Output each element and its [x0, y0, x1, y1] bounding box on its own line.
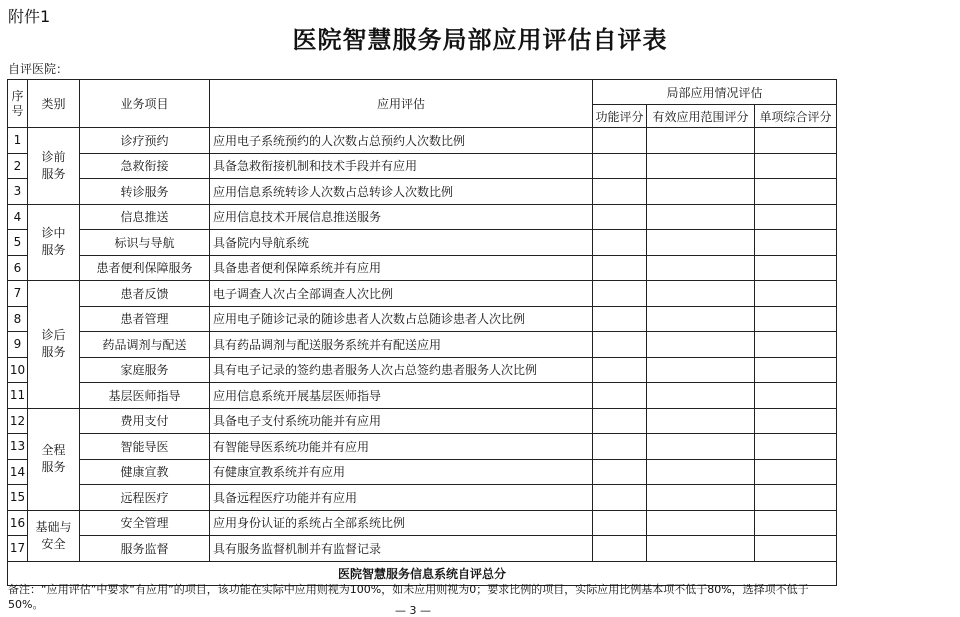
row-item: 患者管理 [80, 306, 210, 332]
row-idx: 7 [8, 281, 28, 307]
row-eval: 应用电子随诊记录的随诊患者人次数占总随诊患者人次比例 [210, 306, 593, 332]
scope-score-cell[interactable] [647, 230, 755, 256]
row-eval: 具备急救衔接机制和技术手段并有应用 [210, 153, 593, 179]
single-score-cell[interactable] [755, 281, 837, 307]
row-eval: 应用电子系统预约的人次数占总预约人次数比例 [210, 128, 593, 154]
category-base: 基础与安全 [28, 510, 80, 561]
row-item: 标识与导航 [80, 230, 210, 256]
row-item: 患者反馈 [80, 281, 210, 307]
row-eval: 应用身份认证的系统占全部系统比例 [210, 510, 593, 536]
hospital-label: 自评医院： [8, 62, 69, 76]
row-idx: 4 [8, 204, 28, 230]
row-item: 信息推送 [80, 204, 210, 230]
evaluation-table [7, 79, 837, 586]
func-score-cell[interactable] [593, 306, 647, 332]
row-idx: 15 [8, 485, 28, 511]
func-score-cell[interactable] [593, 536, 647, 562]
category-post: 诊后服务 [28, 281, 80, 409]
func-score-cell[interactable] [593, 510, 647, 536]
header-evaluation: 应用评估 [210, 80, 593, 128]
header-single-score: 单项综合评分 [755, 105, 837, 128]
scope-score-cell[interactable] [647, 383, 755, 409]
func-score-cell[interactable] [593, 383, 647, 409]
func-score-cell[interactable] [593, 408, 647, 434]
scope-score-cell[interactable] [647, 153, 755, 179]
header-group: 局部应用情况评估 [593, 80, 837, 105]
scope-score-cell[interactable] [647, 459, 755, 485]
single-score-cell[interactable] [755, 153, 837, 179]
total-score-row: 医院智慧服务信息系统自评总分 [8, 561, 837, 585]
single-score-cell[interactable] [755, 459, 837, 485]
row-eval: 电子调查人次占全部调查人次比例 [210, 281, 593, 307]
scope-score-cell[interactable] [647, 408, 755, 434]
single-score-cell[interactable] [755, 383, 837, 409]
func-score-cell[interactable] [593, 179, 647, 205]
scope-score-cell[interactable] [647, 357, 755, 383]
single-score-cell[interactable] [755, 357, 837, 383]
row-item: 智能导医 [80, 434, 210, 460]
scope-score-cell[interactable] [647, 332, 755, 358]
row-idx: 6 [8, 255, 28, 281]
row-eval: 应用信息系统开展基层医师指导 [210, 383, 593, 409]
row-idx: 1 [8, 128, 28, 154]
row-item: 家庭服务 [80, 357, 210, 383]
scope-score-cell[interactable] [647, 536, 755, 562]
row-item: 诊疗预约 [80, 128, 210, 154]
row-eval: 具备远程医疗功能并有应用 [210, 485, 593, 511]
scope-score-cell[interactable] [647, 485, 755, 511]
row-eval: 具备电子支付系统功能并有应用 [210, 408, 593, 434]
row-idx: 14 [8, 459, 28, 485]
single-score-cell[interactable] [755, 408, 837, 434]
row-eval: 有健康宣教系统并有应用 [210, 459, 593, 485]
single-score-cell[interactable] [755, 179, 837, 205]
row-item: 远程医疗 [80, 485, 210, 511]
row-idx: 9 [8, 332, 28, 358]
func-score-cell[interactable] [593, 281, 647, 307]
single-score-cell[interactable] [755, 255, 837, 281]
single-score-cell[interactable] [755, 510, 837, 536]
row-item: 转诊服务 [80, 179, 210, 205]
attachment-label: 附件1 [8, 7, 51, 26]
func-score-cell[interactable] [593, 485, 647, 511]
page-number: — 3 — [395, 604, 431, 617]
header-idx: 序号 [8, 80, 28, 128]
scope-score-cell[interactable] [647, 255, 755, 281]
header-func-score: 功能评分 [593, 105, 647, 128]
scope-score-cell[interactable] [647, 128, 755, 154]
row-item: 安全管理 [80, 510, 210, 536]
func-score-cell[interactable] [593, 434, 647, 460]
scope-score-cell[interactable] [647, 510, 755, 536]
single-score-cell[interactable] [755, 128, 837, 154]
row-idx: 11 [8, 383, 28, 409]
single-score-cell[interactable] [755, 485, 837, 511]
scope-score-cell[interactable] [647, 281, 755, 307]
page-title: 医院智慧服务局部应用评估自评表 [292, 26, 668, 54]
row-idx: 17 [8, 536, 28, 562]
row-item: 患者便利保障服务 [80, 255, 210, 281]
func-score-cell[interactable] [593, 255, 647, 281]
scope-score-cell[interactable] [647, 434, 755, 460]
category-pre: 诊前服务 [28, 128, 80, 205]
row-idx: 5 [8, 230, 28, 256]
category-mid: 诊中服务 [28, 204, 80, 281]
func-score-cell[interactable] [593, 230, 647, 256]
func-score-cell[interactable] [593, 357, 647, 383]
category-full: 全程服务 [28, 408, 80, 510]
func-score-cell[interactable] [593, 459, 647, 485]
func-score-cell[interactable] [593, 332, 647, 358]
row-item: 费用支付 [80, 408, 210, 434]
row-idx: 12 [8, 408, 28, 434]
row-eval: 具备患者便利保障系统并有应用 [210, 255, 593, 281]
row-item: 服务监督 [80, 536, 210, 562]
row-item: 基层医师指导 [80, 383, 210, 409]
func-score-cell[interactable] [593, 204, 647, 230]
single-score-cell[interactable] [755, 434, 837, 460]
single-score-cell[interactable] [755, 332, 837, 358]
row-idx: 8 [8, 306, 28, 332]
header-category: 类别 [28, 80, 80, 128]
row-item: 健康宣教 [80, 459, 210, 485]
row-eval: 应用信息技术开展信息推送服务 [210, 204, 593, 230]
row-item: 药品调剂与配送 [80, 332, 210, 358]
row-eval: 具有药品调剂与配送服务系统并有配送应用 [210, 332, 593, 358]
scope-score-cell[interactable] [647, 179, 755, 205]
func-score-cell[interactable] [593, 153, 647, 179]
header-item: 业务项目 [80, 80, 210, 128]
scope-score-cell[interactable] [647, 204, 755, 230]
row-eval: 应用信息系统转诊人次数占总转诊人次数比例 [210, 179, 593, 205]
footnote: 备注：“应用评估”中要求“有应用”的项目，该功能在实际中应用则视为100%，如未应用则视为0；要求比例的项目，实际应用比例基本项不低于80%，选择项不低于50%。 [8, 583, 809, 611]
header-scope-score: 有效应用范围评分 [647, 105, 755, 128]
row-eval: 具有服务监督机制并有监督记录 [210, 536, 593, 562]
single-score-cell[interactable] [755, 204, 837, 230]
func-score-cell[interactable] [593, 128, 647, 154]
scope-score-cell[interactable] [647, 306, 755, 332]
row-item: 急救衔接 [80, 153, 210, 179]
single-score-cell[interactable] [755, 536, 837, 562]
row-eval: 具有电子记录的签约患者服务人次占总签约患者服务人次比例 [210, 357, 593, 383]
row-idx: 10 [8, 357, 28, 383]
single-score-cell[interactable] [755, 306, 837, 332]
row-idx: 3 [8, 179, 28, 205]
row-idx: 2 [8, 153, 28, 179]
row-idx: 13 [8, 434, 28, 460]
row-idx: 16 [8, 510, 28, 536]
row-eval: 具备院内导航系统 [210, 230, 593, 256]
single-score-cell[interactable] [755, 230, 837, 256]
row-eval: 有智能导医系统功能并有应用 [210, 434, 593, 460]
